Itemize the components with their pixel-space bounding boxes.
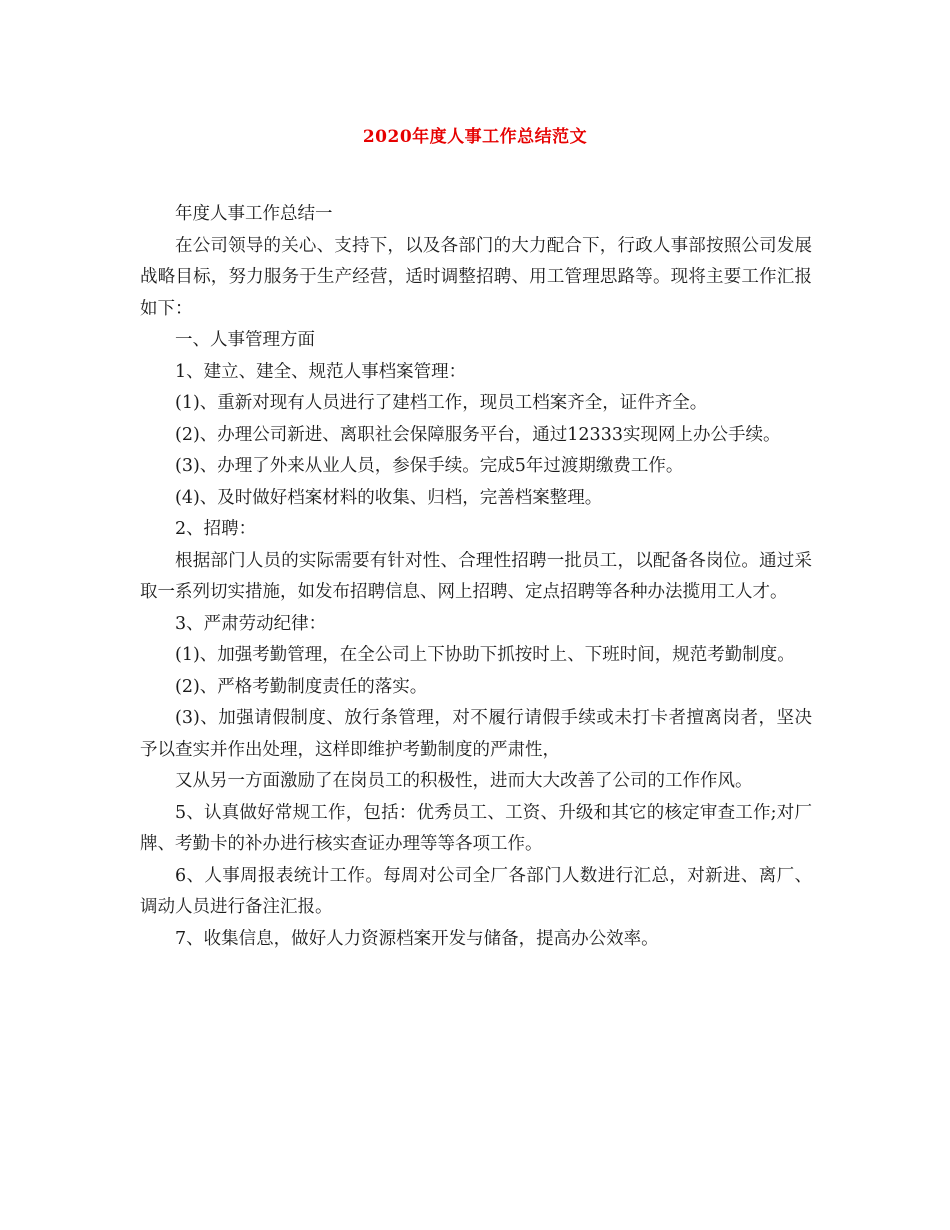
body-paragraph: 根据部门人员的实际需要有针对性、合理性招聘一批员工，以配备各岗位。通过采取一系列切实措施，如发布招聘信息、网上招聘、定点招聘等各种办法揽用工人才。 <box>140 550 812 602</box>
document-title: 2020年度人事工作总结范文 <box>362 127 588 147</box>
list-item: (3)、加强请假制度、放行条管理，对不履行请假手续或未打卡者擅离岗者，坚决予以查实并作出处理，这样即维护考勤制度的严肃性， <box>140 708 812 760</box>
document-body <box>140 199 812 955</box>
body-paragraph: 6、人事周报表统计工作。每周对公司全厂各部门人数进行汇总，对新进、离厂、调动人员进行备注汇报。 <box>140 865 812 917</box>
list-item: (3)、办理了外来从业人员，参保手续。完成5年过渡期缴费工作。 <box>175 456 684 476</box>
section-heading: 年度人事工作总结一 <box>175 204 333 224</box>
subsection-heading: 2、招聘： <box>175 519 257 539</box>
list-item: (1)、加强考勤管理，在全公司上下协助下抓按时上、下班时间，规范考勤制度。 <box>175 645 795 665</box>
list-item: (2)、严格考勤制度责任的落实。 <box>175 676 428 697</box>
list-item: (4)、及时做好档案材料的收集、归档，完善档案整理。 <box>175 487 603 508</box>
body-paragraph: 7、收集信息，做好人力资源档案开发与储备，提高办公效率。 <box>175 928 659 949</box>
subsection-heading: 3、严肃劳动纪律： <box>175 613 327 634</box>
list-item: (1)、重新对现有人员进行了建档工作，现员工档案齐全，证件齐全。 <box>175 393 708 413</box>
list-item: (2)、办理公司新进、离职社会保障服务平台，通过12333实现网上办公手续。 <box>175 424 781 445</box>
section-heading: 一、人事管理方面 <box>175 330 315 350</box>
subsection-heading: 1、建立、建全、规范人事档案管理： <box>175 361 467 382</box>
intro-paragraph: 在公司领导的关心、支持下，以及各部门的大力配合下，行政人事部按照公司发展战略目标，努力服务于生产经营，适时调整招聘、用工管理思路等。现将主要工作汇报如下： <box>140 235 812 319</box>
body-paragraph: 又从另一方面激励了在岗员工的积极性，进而大大改善了公司的工作作风。 <box>175 771 753 791</box>
body-paragraph: 5、认真做好常规工作，包括：优秀员工、工资、升级和其它的核定审查工作;对厂牌、考勤卡的补办进行核实查证办理等等各项工作。 <box>140 802 812 854</box>
